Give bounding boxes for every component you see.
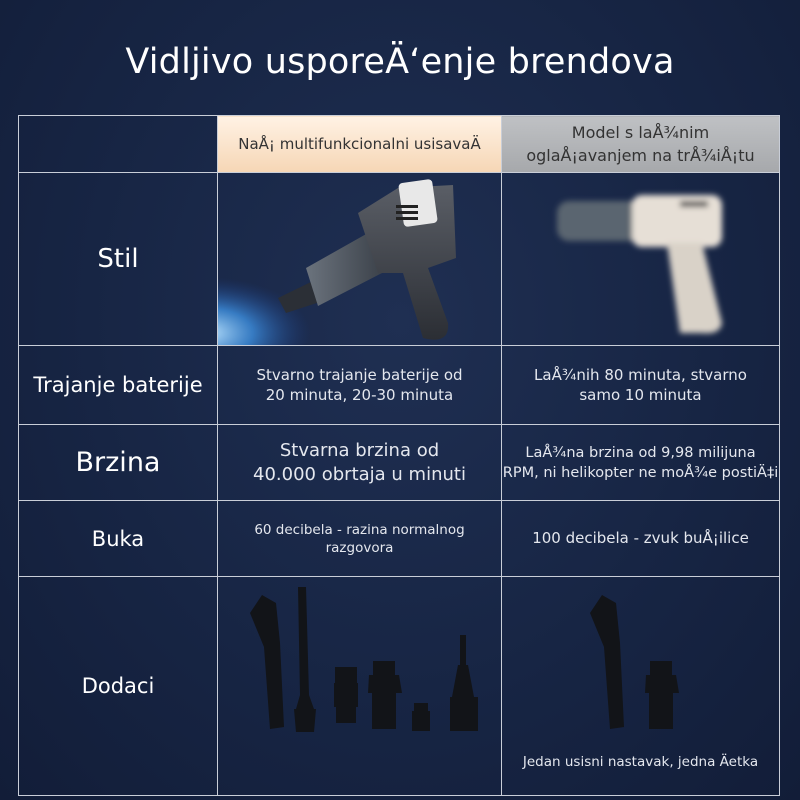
fake-accessories-image [502,577,779,757]
fake-speed-line1: LaÅ¾na brzina od 9,98 milijuna [525,444,756,461]
row-noise [19,501,780,577]
fake-speed-line2: RPM, ni helikopter ne moÅ¾e postiÄ‡i [502,464,779,481]
row-label-noise [19,501,218,577]
fake-vacuum-cell [502,173,780,346]
ours-noise-line1: 60 decibela - razina normalnog [254,521,465,538]
comparison-table [18,115,780,796]
header-ours-label: NaÅ¡ multifunkcionalni usisavaÄ [238,135,481,153]
brush-accessory [645,661,679,729]
ours-battery-line1: Stvarno trajanje baterije od [256,366,463,384]
ours-speed [218,425,502,501]
row-label-style [19,173,218,346]
fake-battery [502,346,780,425]
ours-noise [218,501,502,577]
row-label-accessories [19,577,218,796]
ours-battery [218,346,502,425]
row-label-speed-text: Brzina [75,447,161,478]
row-label-accessories-text: Dodaci [81,674,155,698]
header-fake [502,116,780,173]
vacuum-device-image [218,173,501,345]
fake-battery-line1: LaÅ¾nih 80 minuta, stvarno [534,366,747,384]
fake-noise-text: 100 decibela - zvuk buÅ¡ilice [532,529,749,547]
ours-accessories [218,577,502,796]
row-accessories [19,577,780,796]
fake-noise [502,501,780,577]
page-title: Vidljivo usporeÄ‘enje brendova [125,42,675,82]
header-fake-line2: oglaÅ¡avanjem na trÅ¾iÅ¡tu [526,146,755,165]
fake-accessories [502,577,780,796]
fake-battery-line2: samo 10 minuta [579,386,702,404]
nozzle-accessory [590,595,624,729]
nozzle-accessory [250,595,284,729]
row-label-battery [19,346,218,425]
adapter-accessory [412,703,430,731]
nozzle-accessory [450,635,478,731]
row-label-speed [19,425,218,501]
nozzle-accessory [294,587,316,732]
row-battery [19,346,780,425]
header-row [19,116,780,173]
header-fake-line1: Model s laÅ¾nim [571,123,710,142]
row-label-noise-text: Buka [91,526,145,551]
header-empty-cell [19,116,218,173]
ours-vacuum-cell [218,173,502,346]
row-speed [19,425,780,501]
row-label-style-text: Stil [97,244,139,274]
brush-accessory [368,661,402,729]
ours-speed-line1: Stvarna brzina od [279,439,440,461]
ours-battery-line2: 20 minuta, 20-30 minuta [265,386,454,404]
ours-noise-line2: razgovora [325,539,394,556]
header-ours [218,116,502,173]
row-style [19,173,780,346]
brush-accessory [334,667,358,723]
ours-speed-line2: 40.000 obrtaja u minuti [253,463,466,485]
row-label-battery-text: Trajanje baterije [33,373,203,397]
fake-accessories-caption: Jedan usisni nastavak, jedna Äetka [522,754,759,770]
blurred-vacuum-image [502,173,779,345]
fake-speed [502,425,780,501]
accessories-set-image [218,577,501,795]
